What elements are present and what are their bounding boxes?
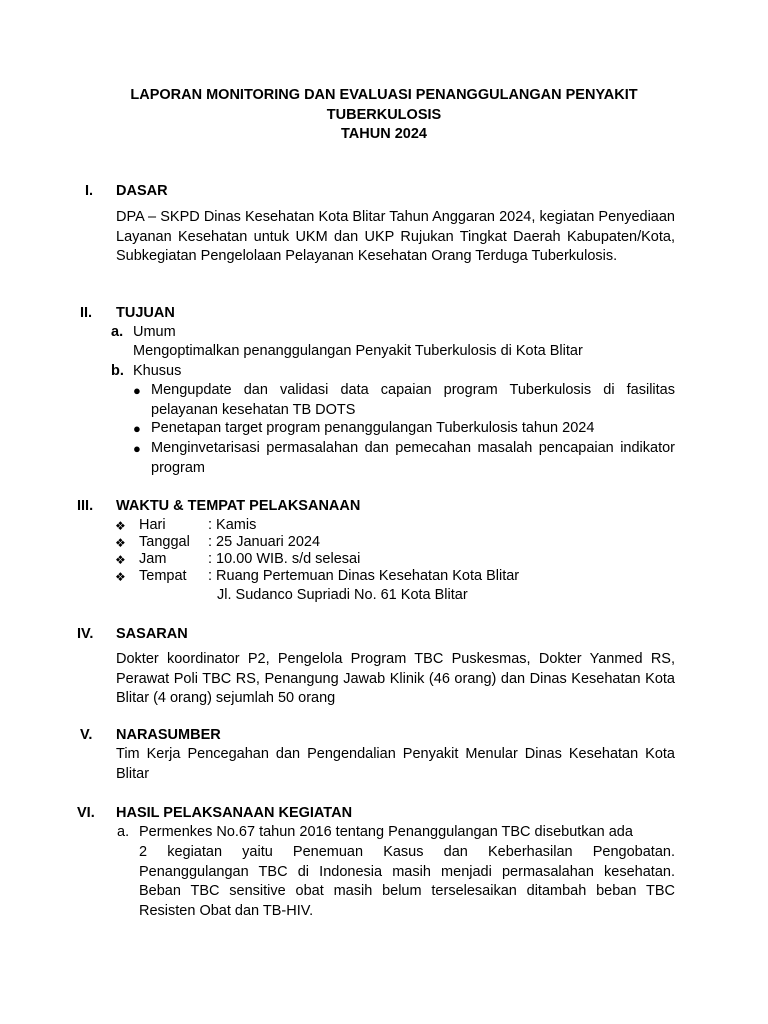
section-heading-narasumber: NARASUMBER xyxy=(116,727,221,743)
diamond-bullet-icon: ❖ xyxy=(115,519,126,533)
section-heading-sasaran: SASARAN xyxy=(116,626,188,642)
section-numeral-hasil: VI. xyxy=(77,805,95,821)
title-line-1: LAPORAN MONITORING DAN EVALUASI PENANGGULANGAN PENYAKIT xyxy=(130,87,638,103)
waktu-address: Jl. Sudanco Supriadi No. 61 Kota Blitar xyxy=(217,587,468,603)
hasil-item-first-line: Permenkes No.67 tahun 2016 tentang Penanggulangan TBC disebutkan ada xyxy=(139,824,633,840)
hasil-item-text: 2 kegiatan yaitu Penemuan Kasus dan Keberhasilan Pengobatan. Penanggulangan TBC di Indonesia masih menjadi permasalahan kesehatan. Beban TBC sensitive obat masih belum terselesaikan ditambah beban TBC Resisten Obat dan TB-HIV. xyxy=(139,844,675,919)
waktu-label-hari: Hari xyxy=(139,517,166,533)
title-line-2: TUBERKULOSIS xyxy=(326,106,442,123)
tujuan-umum-label: Umum xyxy=(133,324,176,340)
section-numeral-dasar: I. xyxy=(85,183,94,199)
diamond-bullet-icon: ❖ xyxy=(115,570,126,584)
hasil-item-marker: a. xyxy=(117,824,130,840)
waktu-label-jam: Jam xyxy=(139,551,167,567)
section-numeral-sasaran: IV. xyxy=(77,626,94,642)
tujuan-umum-marker: a. xyxy=(111,324,124,340)
sasaran-paragraph: Dokter koordinator P2, Pengelola Program TBC Puskesmas, Dokter Yanmed RS, Perawat Poli TBC RS, Penangung Jawab Klinik (46 orang) dan Dinas Kesehatan Kota Blitar (4 orang) sejumlah 50 orang xyxy=(116,651,675,706)
section-numeral-tujuan: II. xyxy=(80,305,93,321)
section-heading-waktu: WAKTU & TEMPAT PELAKSANAAN xyxy=(116,498,361,514)
tujuan-khusus-item-1: Mengupdate dan validasi data capaian program Tuberkulosis di fasilitas pelayanan kesehatan TB DOTS xyxy=(151,382,675,418)
waktu-value-jam: : 10.00 WIB. s/d selesai xyxy=(208,551,361,567)
section-heading-dasar: DASAR xyxy=(116,183,168,199)
bullet-icon: ● xyxy=(133,441,141,456)
section-heading-hasil: HASIL PELAKSANAAN KEGIATAN xyxy=(116,805,353,821)
diamond-bullet-icon: ❖ xyxy=(115,536,126,550)
dasar-paragraph: DPA – SKPD Dinas Kesehatan Kota Blitar Tahun Anggaran 2024, kegiatan Penyediaan Layanan Kesehatan untuk UKM dan UKP Rujukan Tingkat Daerah Kabupaten/Kota, Subkegiatan Pengelolaan Pelayanan Kesehatan Orang Terduga Tuberkulosis. xyxy=(116,209,675,264)
section-numeral-waktu: III. xyxy=(77,498,94,514)
section-heading-tujuan: TUJUAN xyxy=(116,305,175,321)
bullet-icon: ● xyxy=(133,383,141,398)
waktu-value-tanggal: : 25 Januari 2024 xyxy=(208,534,321,550)
tujuan-khusus-label: Khusus xyxy=(133,363,182,379)
waktu-label-tanggal: Tanggal xyxy=(139,534,190,550)
tujuan-khusus-item-3: Menginvetarisasi permasalahan dan pemecahan masalah pencapaian indikator program xyxy=(151,440,675,476)
document-title xyxy=(0,86,768,145)
waktu-value-tempat: : Ruang Pertemuan Dinas Kesehatan Kota Blitar xyxy=(208,568,520,584)
narasumber-paragraph: Tim Kerja Pencegahan dan Pengendalian Penyakit Menular Dinas Kesehatan Kota Blitar xyxy=(116,746,675,782)
waktu-value-hari: : Kamis xyxy=(208,517,257,533)
diamond-bullet-icon: ❖ xyxy=(115,553,126,567)
tujuan-umum-text: Mengoptimalkan penanggulangan Penyakit Tuberkulosis di Kota Blitar xyxy=(133,343,583,359)
tujuan-khusus-marker: b. xyxy=(111,363,124,379)
title-line-3: TAHUN 2024 xyxy=(341,126,427,142)
section-numeral-narasumber: V. xyxy=(80,727,93,743)
waktu-label-tempat: Tempat xyxy=(139,568,187,584)
bullet-icon: ● xyxy=(133,421,141,436)
tujuan-khusus-item-2: Penetapan target program penanggulangan Tuberkulosis tahun 2024 xyxy=(151,420,595,436)
